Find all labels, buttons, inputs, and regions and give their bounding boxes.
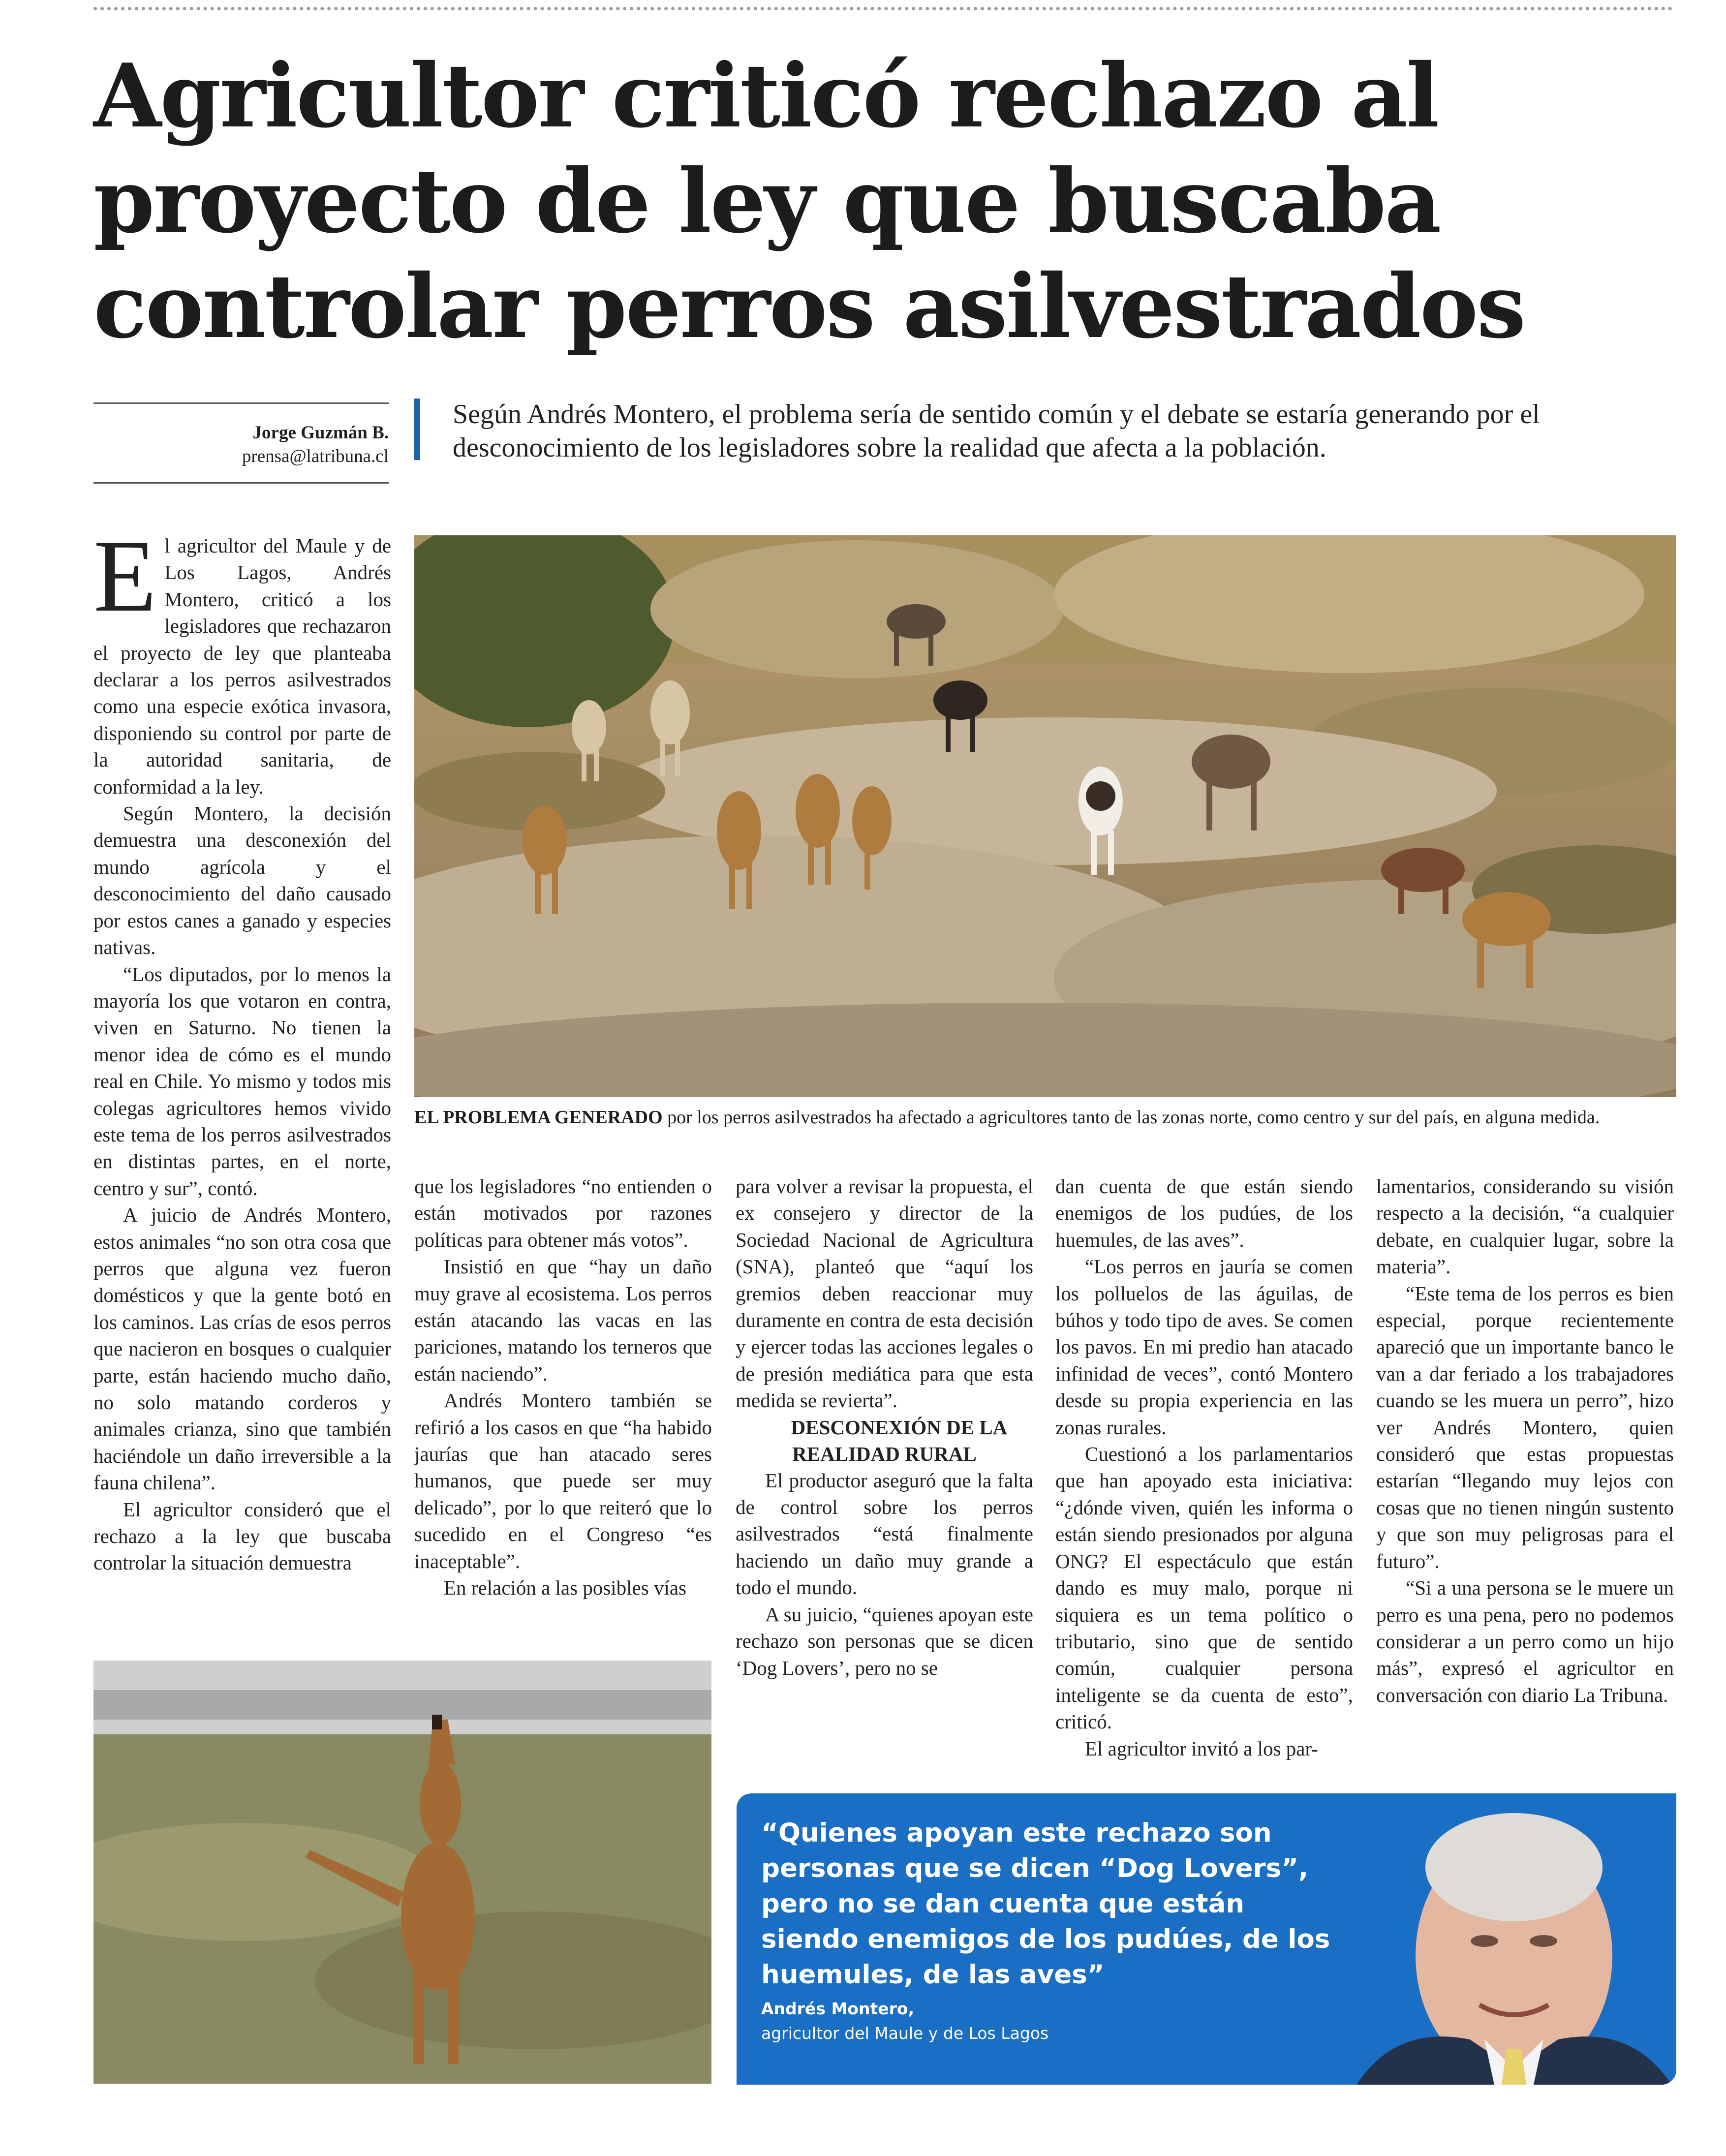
pull-quote-author: Andrés Montero, [761,1999,915,2018]
paragraph: “Si a una persona se le muere un perro es una pena, pero no podemos considerar a un perro como un hijo más”, expresó el agricultor en conversación con diario La Tribuna. [1376,1576,1674,1706]
column-3 [736,1173,1033,1681]
subheading: DESCONEXIÓN DE LA REALIDAD RURAL [791,1416,1008,1465]
first-paragraph [93,519,391,800]
paragraph: El productor aseguró que la falta de control sobre los perros asilvestrados “está finalmente haciendo un daño muy grande a todo el mundo. [736,1469,1033,1599]
pull-quote-text: “Quienes apoyan este rechazo son personas que se dicen “Dog Lovers”, pero no se dan cuenta que están siendo enemigos de los pudúes, de los huemules, de las aves” [761,1818,1330,1990]
paragraph: Cuestionó a los parlamentarios que han apoyado esta iniciativa: “¿dónde viven, quién les informa o están siendo presionados por alguna ONG? El espectáculo que están dando es muy malo, porque ni siquiera es un tema político o tributario, sino que de sentido común, cualquier persona inteligente se da cuenta de esto”, criticó. [1055,1443,1353,1733]
column-4 [1055,1173,1353,1762]
drop-cap: E [93,519,157,633]
byline-author: Jorge Guzmán B. [252,423,389,443]
paragraph-text: l agricultor del Maule y de Los Lagos, Andrés Montero, criticó a los legisladores que rechazaron el proyecto de ley que planteaba declarar a los perros asilvestrados como una especie exótica invasora, disponiendo su control por parte de la autoridad sanitaria, de conformidad a la ley. [93,534,391,798]
paragraph: dan cuenta de que están siendo enemigos de los pudúes, de los huemules, de las aves”. [1055,1175,1353,1251]
portrait-andres-montero [1337,1793,1676,2085]
photo-caption [414,1105,1676,1130]
pull-quote-role: agricultor del Maule y de Los Lagos [761,2024,1049,2043]
paragraph: “Los perros en jauría se comen los polluelos de las águilas, de búhos y todo tipo de aves. Se comen los pavos. En mi predio han atacado infinidad de veces”, contó Montero desde su propia experiencia en las zonas rurales. [1055,1255,1353,1439]
paragraph: lamentarios, considerando su visión respecto a la decisión, “a cualquier debate, en cualquier lugar, sobre la materia”. [1376,1175,1674,1278]
paragraph: A su juicio, “quienes apoyan este rechazo son personas que se dicen ‘Dog Lovers’, pero no se [736,1602,1033,1679]
paragraph: A juicio de Andrés Montero, estos animales “no son otra cosa que perros que alguna vez fueron domésticos y que la gente botó en los caminos. Las crías de esos perros que nacieron en bosques o cualquier parte, están haciendo mucho daño, no solo matando corderos y animales crianza, sino que también haciéndole un daño irreversible a la fauna chilena”. [93,1203,391,1494]
byline-email: prensa@latribuna.cl [242,446,389,466]
paragraph: “Este tema de los perros es bien especial, porque recientemente apareció que un importante banco le van a dar feriado a los trabajadores cuando se les muera un perro”, hizo ver Andrés Montero, quien consideró que estas propuestas estarían “llegando muy lejos con cosas que no tienen ningún sustento y que son muy peligrosas para el futuro”. [1376,1282,1674,1572]
pull-quote-box [737,1793,1676,2085]
paragraph: que los legisladores “no entienden o están motivados por razones políticas para obtener más votos”. [414,1175,712,1251]
paragraph: Insistió en que “hay un daño muy grave al ecosistema. Los perros están atacando las vacas en las pariciones, matando los terneros que están naciendo”. [414,1255,712,1385]
dog-pack-illustration [414,535,1676,1097]
paragraph: Según Montero, la decisión demuestra una desconexión del mundo agrícola y el desconocimiento del daño causado por estos canes a ganado y especies nativas. [93,802,391,959]
photo-dog-pack [414,535,1676,1097]
howling-dog-illustration [93,1661,711,2084]
headline: Agricultor criticó rechazo al proyecto de ley que buscaba controlar perros asilvestrados [93,44,1525,358]
byline [93,402,389,484]
paragraph: El agricultor consideró que el rechazo a la ley que buscaba controlar la situación demuestra [93,1498,391,1574]
column-2 [414,1173,712,1602]
paragraph: “Los diputados, por lo menos la mayoría los que votaron en contra, viven en Saturno. No tienen la menor idea de cómo es el mundo real en Chile. Yo mismo y todos mis colegas agricultores hemos vivido este tema de los perros asilvestrados en distintas partes, en el norte, centro y sur”, contó. [93,962,391,1200]
top-dotted-rule [93,7,1673,10]
photo-howling-dog [93,1661,711,2084]
caption-lead-in: EL PROBLEMA GENERADO [414,1107,663,1128]
paragraph: para volver a revisar la propuesta, el ex consejero y director de la Sociedad Nacional de Agricultura (SNA), planteó que “aquí los gremios deben reaccionar muy duramente en contra de esta decisión y ejercer todas las acciones legales o de presión mediática para que esta medida se revierta”. [736,1175,1033,1412]
paragraph: Andrés Montero también se refirió a los casos en que “ha habido jaurías que han atacado seres humanos, que puede ser muy delicado”, por lo que reiteró que lo sucedido en el Congreso “es inaceptable”. [414,1389,712,1572]
lead-accent-bar [414,399,420,460]
column-5 [1376,1173,1674,1708]
caption-text: por los perros asilvestrados ha afectado a agricultores tanto de las zonas norte, como centro y sur del país, en alguna medida. [662,1107,1600,1128]
paragraph: El agricultor invitó a los par- [1085,1737,1318,1760]
column-1 [93,519,391,1576]
lead-paragraph: Según Andrés Montero, el problema sería de sentido común y el debate se estaría generando por el desconocimiento de los legisladores sobre la realidad que afecta a la población. [453,399,1540,463]
paragraph: En relación a las posibles vías [444,1576,687,1600]
